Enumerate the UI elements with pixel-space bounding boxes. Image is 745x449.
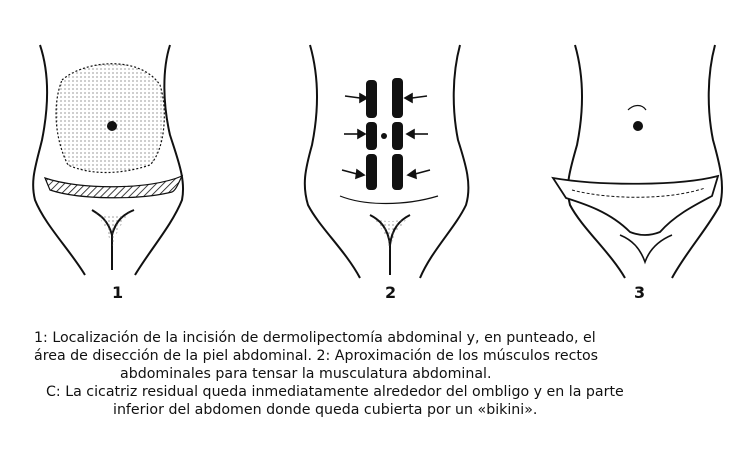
panel-1-dissection-area <box>56 64 164 173</box>
panel-3-bikini <box>553 176 718 235</box>
caption-line-1: 1: Localización de la incisión de dermolipectomía abdominal y, en punteado, el <box>34 330 596 346</box>
panel-2-torso <box>305 45 469 278</box>
panel-3-navel <box>633 121 643 131</box>
caption-line-5: inferior del abdomen donde queda cubierta por un «bikini». <box>113 402 538 418</box>
caption-line-2: área de disección de la piel abdominal. 2: Aproximación de los músculos rectos <box>34 348 599 364</box>
panel-2-navel <box>381 133 387 139</box>
panel-number-2: 2 <box>385 283 397 302</box>
panel-1-navel <box>107 121 117 131</box>
panel-number-3: 3 <box>634 283 646 302</box>
caption-line-3: abdominales para tensar la musculatura abdominal. <box>120 366 492 382</box>
caption-line-4: C: La cicatriz residual queda inmediatamente alrededor del ombligo y en la parte <box>46 384 624 400</box>
panel-number-1: 1 <box>112 283 124 302</box>
panel-1-incision-band <box>45 176 182 198</box>
panel-2-pubic-area <box>372 218 408 258</box>
panel-3-torso <box>568 45 722 278</box>
figure-caption <box>0 329 745 419</box>
